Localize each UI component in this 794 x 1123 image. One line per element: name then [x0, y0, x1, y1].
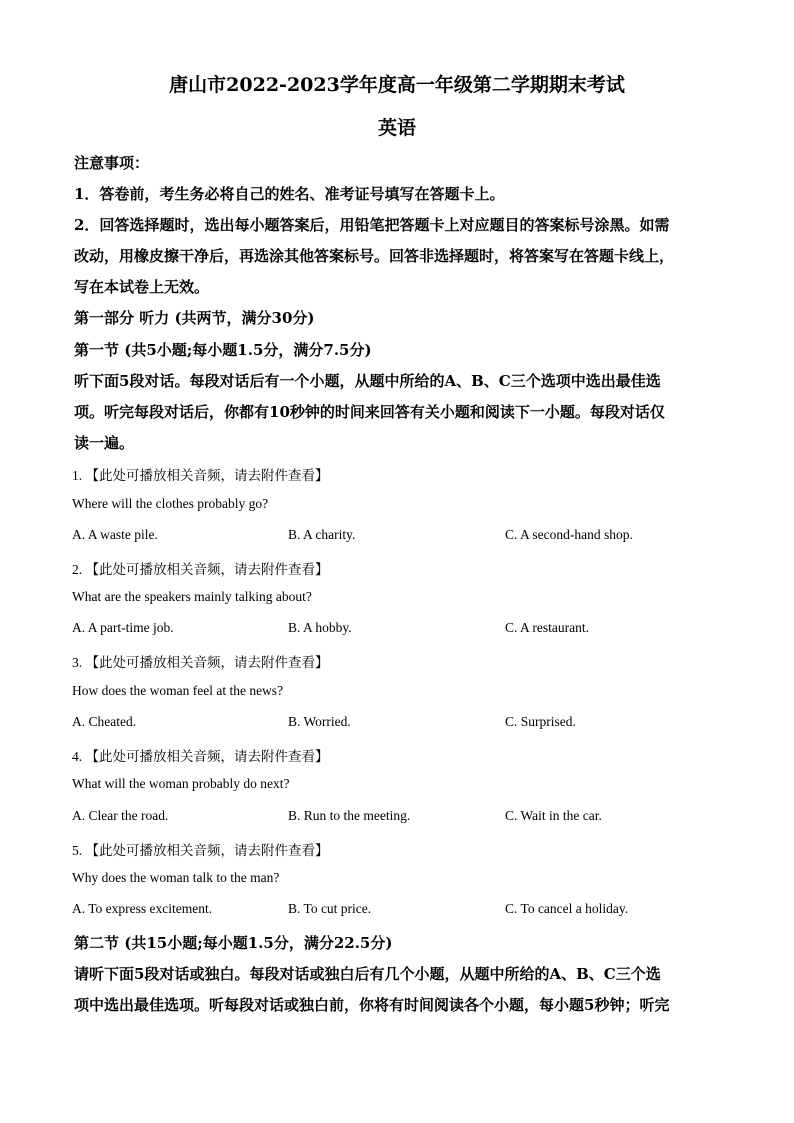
question-header [72, 464, 329, 484]
option-a: A. Cheated. [72, 714, 137, 729]
question-stem: What will the woman probably do next? [72, 776, 290, 791]
notes-heading: 注意事项： [74, 154, 150, 172]
section1-instr-line-1: 听下面5段对话。每段对话后有一个小题，从题中所给的A、B、C三个选项中选出最佳选 [74, 372, 661, 390]
audio-placeholder[interactable]: 【此处可播放相关音频，请去附件查看】 [85, 468, 329, 484]
audio-placeholder[interactable]: 【此处可播放相关音频，请去附件查看】 [85, 843, 329, 859]
option-a: A. A part-time job. [72, 620, 174, 635]
option-b: B. To cut price. [288, 901, 372, 916]
question-header [72, 558, 329, 578]
question-number: 1. [72, 468, 83, 483]
section1-heading: 第一节 (共5小题;每小题1.5分，满分7.5分) [74, 341, 372, 359]
option-b: B. A hobby. [288, 620, 352, 635]
audio-placeholder[interactable]: 【此处可播放相关音频，请去附件查看】 [85, 562, 329, 578]
audio-placeholder[interactable]: 【此处可播放相关音频，请去附件查看】 [85, 749, 329, 765]
question-number: 3. [72, 655, 83, 670]
option-c: C. A second-hand shop. [505, 527, 633, 542]
section2-instr-line-2: 项中选出最佳选项。听每段对话或独白前，你将有时间阅读各个小题，每小题5秒钟；听完 [74, 996, 670, 1014]
question-header [72, 651, 329, 671]
section1-instr-line-2: 项。听完每段对话后，你都有10秒钟的时间来回答有关小题和阅读下一小题。每段对话仅 [74, 403, 665, 421]
notes-item-1: 1．答卷前，考生务必将自己的姓名、准考证号填写在答题卡上。 [74, 185, 505, 203]
option-c: C. To cancel a holiday. [505, 901, 629, 916]
question-number: 5. [72, 843, 83, 858]
notes-item-2-line-2: 改动，用橡皮擦干净后，再选涂其他答案标号。回答非选择题时，将答案写在答题卡线上， [74, 247, 675, 265]
question-stem: What are the speakers mainly talking about? [72, 589, 312, 604]
question-number: 4. [72, 749, 83, 764]
section2-instr-line-1: 请听下面5段对话或独白。每段对话或独白后有几个小题，从题中所给的A、B、C三个选 [74, 965, 661, 983]
question-header [72, 839, 329, 859]
option-b: B. A charity. [288, 527, 356, 542]
question-number: 2. [72, 562, 83, 577]
option-c: C. Surprised. [505, 714, 576, 729]
question-header [72, 745, 329, 765]
section2-heading: 第二节 (共15小题;每小题1.5分，满分22.5分) [74, 934, 393, 952]
question-stem: Why does the woman talk to the man? [72, 870, 280, 885]
option-a: A. A waste pile. [72, 527, 158, 542]
option-a: A. To express excitement. [72, 901, 213, 916]
audio-placeholder[interactable]: 【此处可播放相关音频，请去附件查看】 [85, 655, 329, 671]
option-c: C. Wait in the car. [505, 808, 602, 823]
section1-instr-line-3: 读一遍。 [74, 434, 135, 452]
part1-heading: 第一部分 听力 (共两节，满分30分) [74, 309, 315, 327]
question-stem: How does the woman feel at the news? [72, 683, 284, 698]
notes-item-2-line-3: 写在本试卷上无效。 [74, 278, 210, 296]
notes-item-2-line-1: 2．回答选择题时，选出每小题答案后，用铅笔把答题卡上对应题目的答案标号涂黑。如需 [74, 216, 670, 234]
subject-title: 英语 [377, 117, 416, 139]
option-b: B. Run to the meeting. [288, 808, 411, 823]
exam-title: 唐山市2022-2023学年度高一年级第二学期期末考试 [169, 74, 625, 96]
option-b: B. Worried. [288, 714, 351, 729]
option-a: A. Clear the road. [72, 808, 169, 823]
option-c: C. A restaurant. [505, 620, 589, 635]
question-stem: Where will the clothes probably go? [72, 496, 269, 511]
